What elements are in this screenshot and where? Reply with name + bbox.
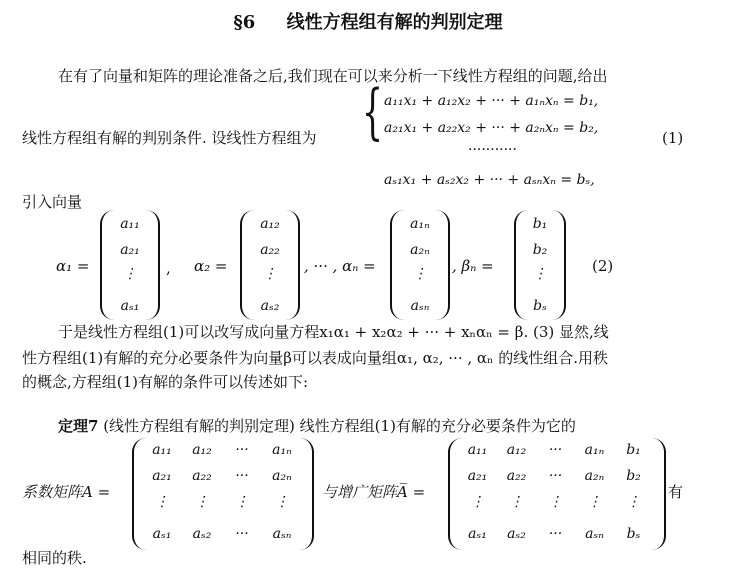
section-number: §6 <box>233 12 256 33</box>
vector-entry: aₛₙ <box>410 298 430 314</box>
beta-vector <box>514 210 566 320</box>
vector-entry: ⋮ <box>413 266 427 282</box>
vector-entry: b₂ <box>532 242 548 258</box>
system-brace: { <box>362 77 384 147</box>
matrix-cell: bₛ <box>626 526 641 542</box>
vector-entry: a₁₂ <box>260 216 280 232</box>
vector-entry: ⋮ <box>263 266 277 282</box>
vector-entry: a₂₂ <box>260 242 280 258</box>
matrix-cell: aₛ₁ <box>468 526 487 542</box>
matrix-cell: ⋮ <box>235 494 249 510</box>
alpha1-vector <box>100 210 160 320</box>
matrix-cell: a₁₁ <box>152 442 172 458</box>
matrix-cell: a₁ₙ <box>584 442 605 458</box>
matrix-cell: ··· <box>235 468 249 484</box>
matrix-cell: aₛ₂ <box>192 526 212 542</box>
matrix-cell: aₛ₁ <box>152 526 172 542</box>
vector-separator: , βₙ = <box>452 257 494 275</box>
vector-separator: , <box>166 259 171 277</box>
theorem-last-line: 相同的秩. <box>22 549 87 567</box>
equation-2: a₂₁x₁ + a₂₂x₂ + ··· + a₂ₙxₙ = b₂, <box>384 120 599 136</box>
equation-1: a₁₁x₁ + a₁₂x₂ + ··· + a₁ₙxₙ = b₁, <box>384 93 599 109</box>
matrix-cell: a₂ₙ <box>272 468 292 484</box>
matrix-cell: ··· <box>235 526 249 542</box>
matrix-cell: ··· <box>548 468 563 484</box>
vector-entry: ⋮ <box>533 266 547 282</box>
matrix-cell: ⋮ <box>626 494 641 510</box>
matrix-cell: a₂₁ <box>467 468 488 484</box>
matrix-cell: ⋮ <box>587 494 602 510</box>
vector-separator: , ··· , αₙ = <box>304 257 376 275</box>
equation-dots: ··········· <box>468 142 517 158</box>
matrix-cell: ⋮ <box>509 494 524 510</box>
theorem-statement <box>58 416 576 436</box>
matrix-cell: aₛₙ <box>272 526 292 542</box>
vector-entry: a₁ₙ <box>410 216 430 232</box>
matrix-cell: a₂₁ <box>152 468 172 484</box>
alpha1-label: α₁ = <box>56 257 90 275</box>
vectors-intro: 引入向量 <box>22 193 83 211</box>
alpha2-label: α₂ = <box>194 257 228 275</box>
vector-entry: a₂ₙ <box>410 242 430 258</box>
matrix-cell: a₂₂ <box>192 468 212 484</box>
vector-entry: a₂₁ <box>120 242 140 258</box>
matrix-cell: a₂ₙ <box>584 468 605 484</box>
augmented-matrix <box>448 438 666 550</box>
matrix-cell: a₁₂ <box>506 442 527 458</box>
matrix-cell: ··· <box>548 526 563 542</box>
matrix-cell: aₛ₂ <box>507 526 526 542</box>
matrix-cell: a₂₂ <box>506 468 527 484</box>
theorem-text: (线性方程组有解的判别定理) 线性方程组(1)有解的充分必要条件为它的 <box>98 417 576 435</box>
matrix-cell: ⋮ <box>195 494 209 510</box>
theorem-tail: 有 <box>668 483 684 501</box>
equation-label-2: (2) <box>592 257 614 275</box>
section-heading <box>0 8 736 34</box>
section-title: 线性方程组有解的判别定理 <box>286 12 503 33</box>
vector-entry: aₛ₁ <box>120 298 140 314</box>
vector-entry: a₁₁ <box>120 216 140 232</box>
equation-s: aₛ₁x₁ + aₛ₂x₂ + ··· + aₛₙxₙ = bₛ, <box>384 172 595 188</box>
para2-line-2: 性方程组(1)有解的充分必要条件为向量β可以表成向量组α₁, α₂, ··· , αₙ 的线性组合.用秩 <box>22 349 609 367</box>
matrix-cell: ⋮ <box>155 494 169 510</box>
theorem-name: 定理7 <box>58 417 99 435</box>
para2-line-1: 于是线性方程组(1)可以改写成向量方程x₁α₁ + x₂α₂ + ··· + xₙαₙ = β. (3) 显然,线 <box>58 323 609 341</box>
vector-entry: ⋮ <box>123 266 137 282</box>
matrix-cell: ⋮ <box>548 494 563 510</box>
vector-entry: bₛ <box>533 298 547 314</box>
matrix-cell: ··· <box>235 442 249 458</box>
vector-entry: aₛ₂ <box>260 298 280 314</box>
matrix-cell: a₁₁ <box>467 442 488 458</box>
coef-matrix-label: 系数矩阵A = <box>22 483 111 501</box>
matrix-cell: b₂ <box>626 468 641 484</box>
para2-line-3: 的概念,方程组(1)有解的条件可以传述如下: <box>22 373 309 391</box>
matrix-cell: ⋮ <box>470 494 485 510</box>
matrix-cell: ⋮ <box>275 494 289 510</box>
matrix-cell: b₁ <box>626 442 641 458</box>
matrix-cell: a₁₂ <box>192 442 212 458</box>
intro-line-2: 线性方程组有解的判别条件. 设线性方程组为 <box>22 129 317 147</box>
matrix-cell: ··· <box>548 442 563 458</box>
alphan-vector <box>390 210 450 320</box>
equation-label-1: (1) <box>662 129 684 147</box>
matrix-cell: a₁ₙ <box>272 442 292 458</box>
alpha2-vector <box>240 210 300 320</box>
matrix-cell: aₛₙ <box>585 526 604 542</box>
coefficient-matrix <box>132 438 314 550</box>
intro-line-1: 在有了向量和矩阵的理论准备之后,我们现在可以来分析一下线性方程组的问题,给出 <box>58 67 608 85</box>
aug-matrix-label: 与增广矩阵A̅ = <box>322 483 426 501</box>
vector-entry: b₁ <box>532 216 548 232</box>
